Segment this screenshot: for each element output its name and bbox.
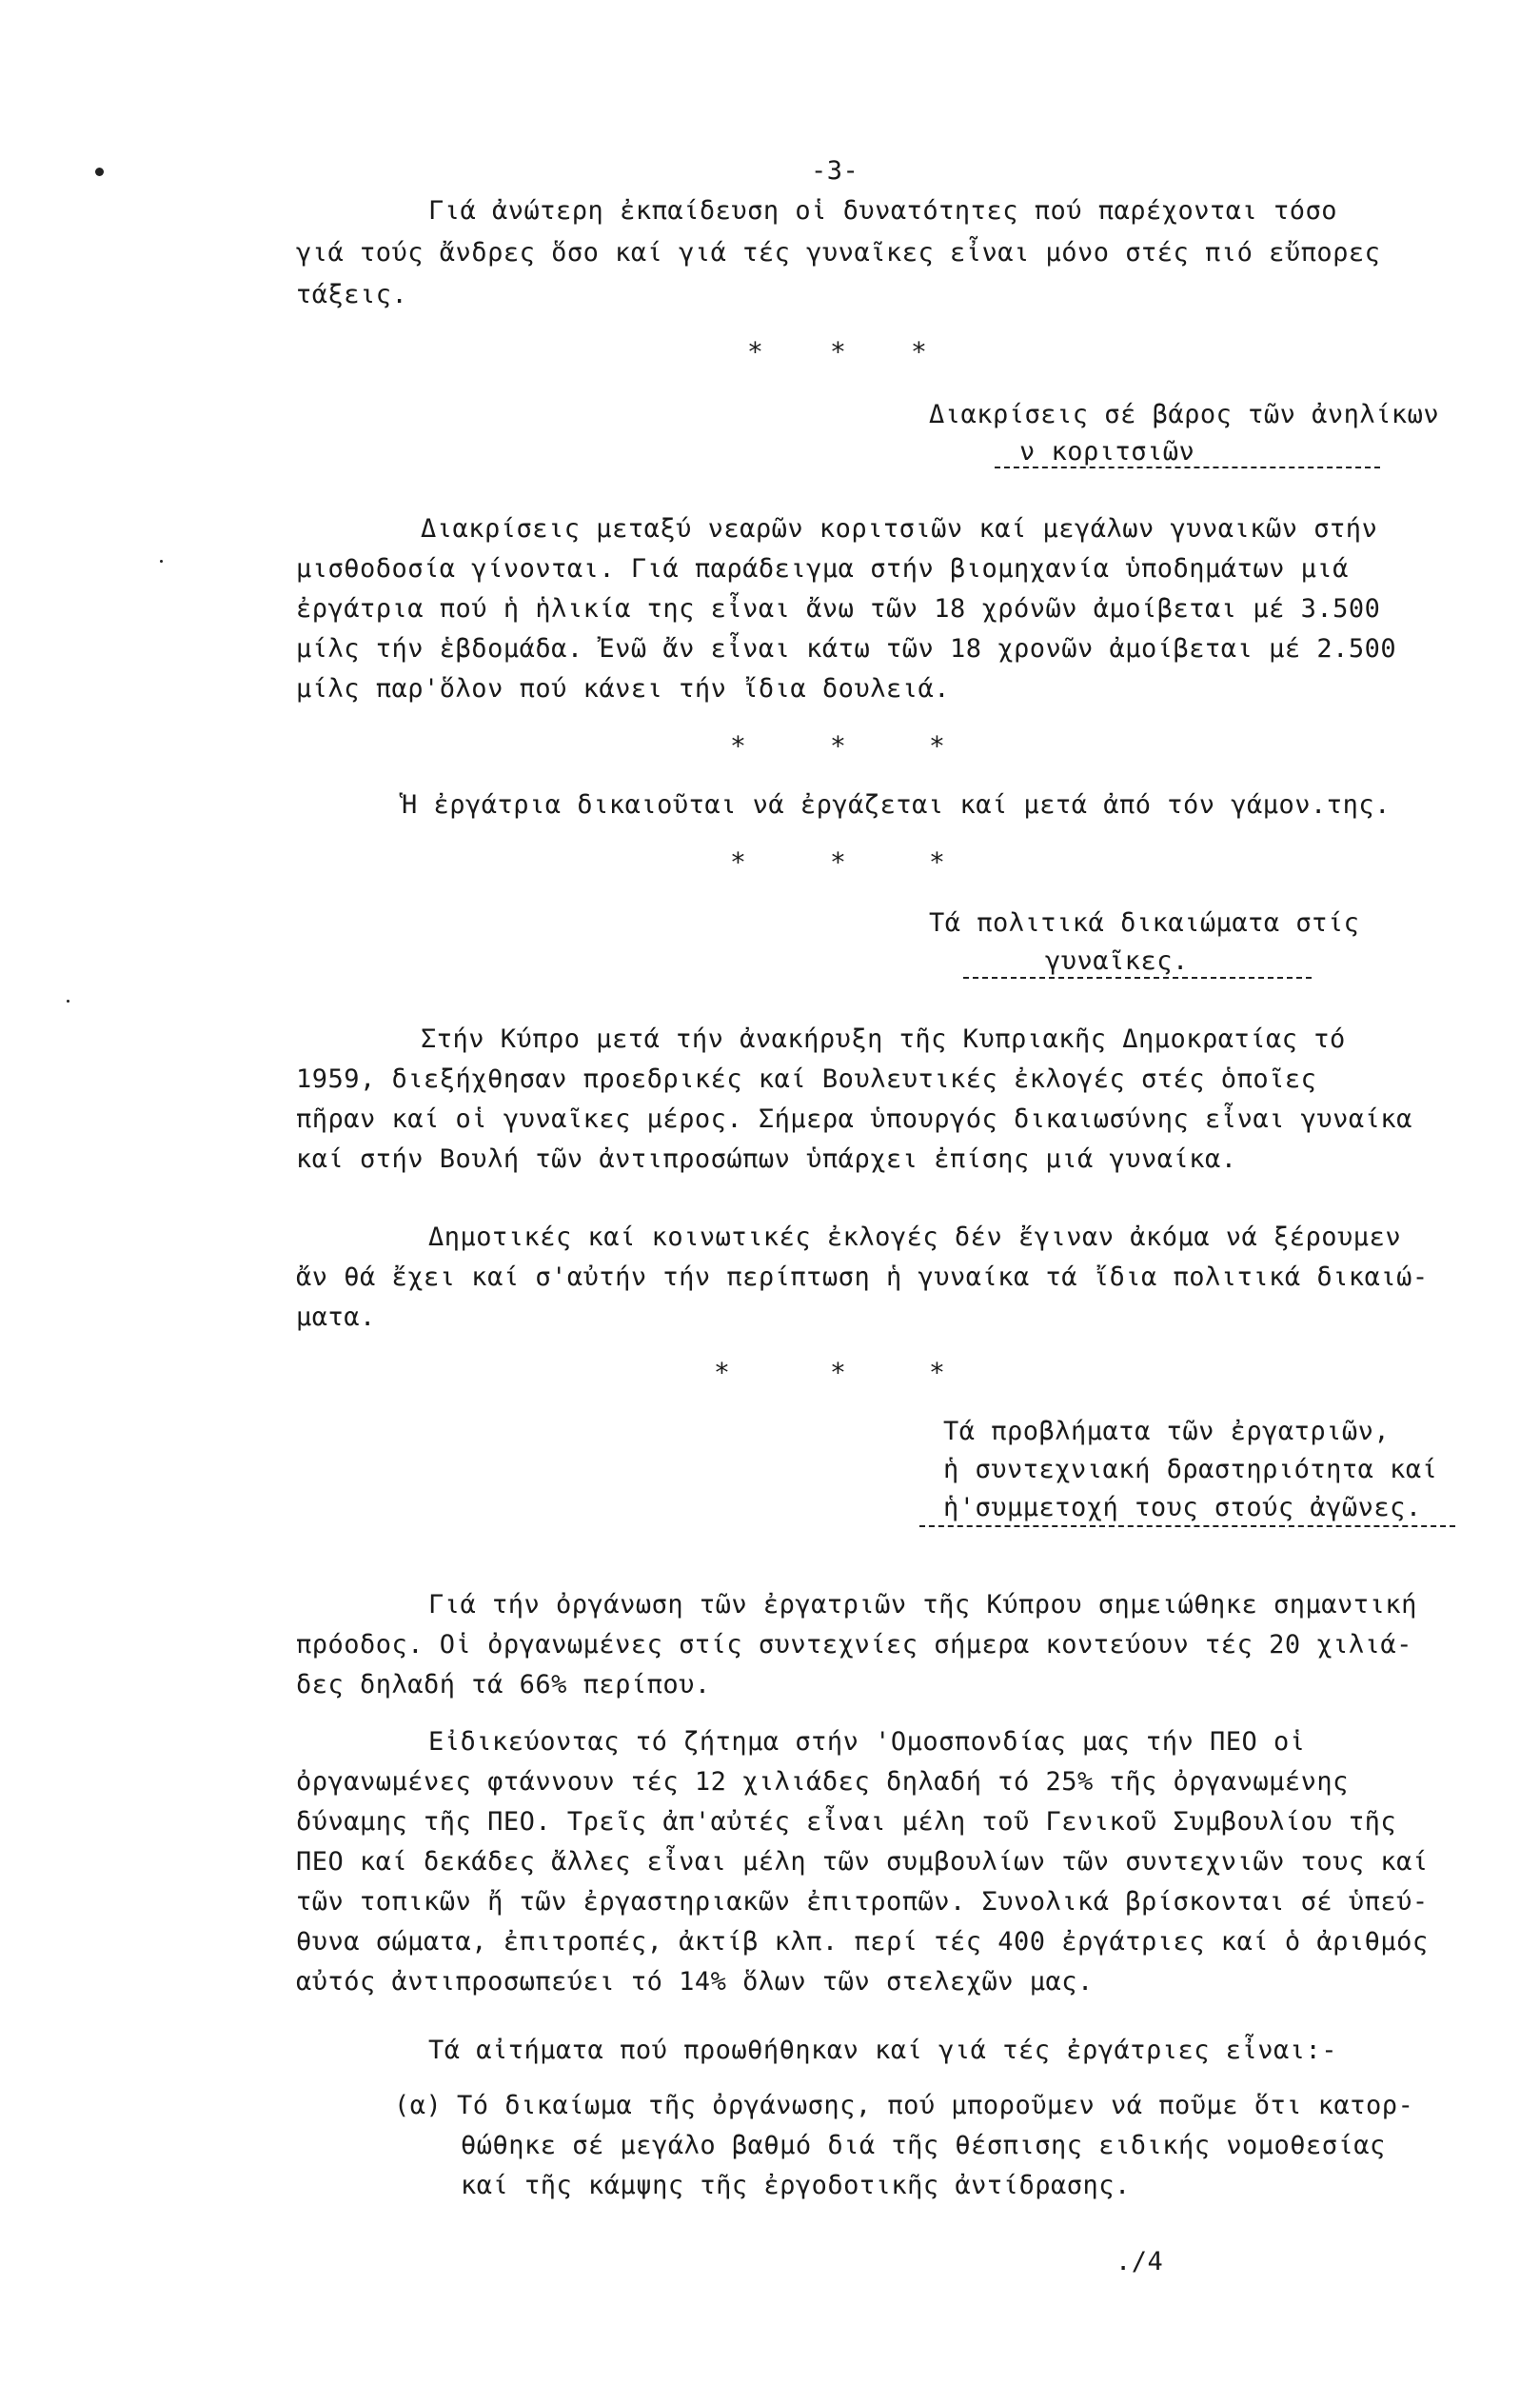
heading-underline [995, 467, 1380, 468]
text-line: καί στήν Βουλή τῶν ἀντιπροσώπων ὑπάρχει ἐπίσης μιά γυναίκα. [296, 1144, 1237, 1174]
text-line: δύναμης τῆς ΠΕΟ. Τρεῖς ἀπ'αὐτές εἶναι μέλη τοῦ Γενικοῦ Συμβουλίου τῆς [296, 1807, 1397, 1837]
text-line: γιά τούς ἄνδρες ὅσο καί γιά τές γυναῖκες εἶναι μόνο στές πιό εὔπορες [296, 238, 1381, 268]
separator-star: * [830, 1357, 846, 1388]
text-line: Στήν Κύπρο μετά τήν ἀνακήρυξη τῆς Κυπριακῆς Δημοκρατίας τό [421, 1024, 1346, 1054]
text-line: τῶν τοπικῶν ἤ τῶν ἐργαστηριακῶν ἐπιτροπῶν. Συνολικά βρίσκονται σέ ὑπεύ- [296, 1887, 1429, 1917]
text-line: Εἰδικεύοντας τό ζήτημα στήν 'Ομοσπονδίας μας τήν ΠΕΟ οἱ [428, 1727, 1306, 1757]
section-heading: γυναῖκες. [1045, 946, 1189, 976]
text-line: Ἡ ἐργάτρια δικαιοῦται νά ἐργάζεται καί μετά ἀπό τόν γάμον.της. [402, 790, 1391, 820]
text-line: Γιά ἀνώτερη ἐκπαίδευση οἱ δυνατότητες πού παρέχονται τόσο [428, 196, 1338, 226]
separator-star: * [830, 730, 846, 762]
scan-speck [67, 1000, 69, 1003]
section-heading: ἡ συντεχνιακή δραστηριότητα καί [943, 1455, 1438, 1484]
separator-star: * [747, 336, 763, 368]
separator-star: * [911, 336, 927, 368]
section-heading: Διακρίσεις σέ βάρος τῶν ἀνηλίκων [929, 400, 1440, 429]
text-line: Τά αἰτήματα πού προωθήθηκαν καί γιά τές ἐργάτριες εἶναι:- [428, 2036, 1338, 2065]
text-line: ἐργάτρια πού ἡ ἡλικία της εἶναι ἄνω τῶν 18 χρόνῶν ἀμοίβεται μέ 3.500 [296, 594, 1381, 624]
section-heading: Τά προβλήματα τῶν ἐργατριῶν, [943, 1417, 1391, 1446]
separator-star: * [929, 846, 945, 878]
section-heading: ἡ'συμμετοχή τους στούς ἀγῶνες. [943, 1493, 1422, 1522]
text-line: 1959, διεξήχθησαν προεδρικές καί Βουλευτικές ἐκλογές στές ὁποῖες [296, 1064, 1317, 1094]
text-line: πρόοδος. Οἱ ὀργανωμένες στίς συντεχνίες σήμερα κοντεύουν τές 20 χιλιά- [296, 1630, 1412, 1660]
separator-star: * [929, 730, 945, 762]
separator-star: * [830, 846, 846, 878]
list-item-label: (α) [394, 2091, 443, 2120]
text-line: τάξεις. [296, 280, 408, 309]
heading-underline [919, 1525, 1455, 1527]
separator-star: * [714, 1357, 730, 1388]
separator-star: * [830, 336, 846, 368]
section-heading: Τά πολιτικά δικαιώματα στίς [929, 908, 1360, 938]
section-heading: ν κοριτσιῶν [1019, 437, 1195, 467]
text-line: μισθοδοσία γίνονται. Γιά παράδειγμα στήν βιομηχανία ὑποδημάτων μιά [296, 554, 1349, 584]
scan-speck [160, 560, 163, 563]
text-line: ματα. [296, 1302, 376, 1332]
text-line: ὀργανωμένες φτάννουν τές 12 χιλιάδες δηλαδή τό 25% τῆς ὀργανωμένης [296, 1767, 1349, 1797]
text-line: ἄν θά ἔχει καί σ'αὐτήν τήν περίπτωση ἡ γυναίκα τά ἴδια πολιτικά δικαιώ- [296, 1262, 1429, 1292]
text-line: μίλς τήν ἑβδομάδα. Ἐνῶ ἄν εἶναι κάτω τῶν 18 χρονῶν ἀμοίβεται μέ 2.500 [296, 634, 1397, 664]
scan-speck [95, 168, 104, 176]
heading-underline [963, 977, 1312, 979]
text-line: δες δηλαδή τά 66% περίπου. [296, 1670, 711, 1699]
text-line: Διακρίσεις μεταξύ νεαρῶν κοριτσιῶν καί μεγάλων γυναικῶν στήν [421, 514, 1378, 544]
text-line: αὐτός ἀντιπροσωπεύει τό 14% ὅλων τῶν στελεχῶν μας. [296, 1967, 1094, 1997]
text-line: Γιά τήν ὀργάνωση τῶν ἐργατριῶν τῆς Κύπρου σημειώθηκε σημαντική [428, 1590, 1417, 1620]
list-item-text: θώθηκε σέ μεγάλο βαθμό διά τῆς θέσπισης ειδικής νομοθεσίας [461, 2131, 1386, 2160]
separator-star: * [929, 1357, 945, 1388]
text-line: Δημοτικές καί κοινωτικές ἐκλογές δέν ἔγιναν ἀκόμα νά ξέρουμεν [428, 1222, 1402, 1252]
list-item-text: Τό δικαίωμα τῆς ὀργάνωσης, πού μποροῦμεν νά ποῦμε ὅτι κατορ- [457, 2091, 1414, 2120]
continuation-marker: ./4 [1116, 2247, 1164, 2276]
separator-star: * [730, 730, 746, 762]
text-line: πῆραν καί οἱ γυναῖκες μέρος. Σήμερα ὑπουργός δικαιωσύνης εἶναι γυναίκα [296, 1104, 1412, 1134]
text-line: μίλς παρ'ὅλον πού κάνει τήν ἴδια δουλειά. [296, 674, 950, 704]
text-line: θυνα σώματα, ἐπιτροπές, ἀκτίβ κλπ. περί τές 400 ἐργάτριες καί ὁ ἀριθμός [296, 1927, 1429, 1957]
page-number: -3- [811, 156, 859, 186]
list-item-text: καί τῆς κάμψης τῆς ἐργοδοτικῆς ἀντίδρασης. [461, 2171, 1131, 2200]
text-line: ΠΕΟ καί δεκάδες ἄλλες εἶναι μέλη τῶν συμβουλίων τῶν συντεχνιῶν τους καί [296, 1847, 1429, 1877]
separator-star: * [730, 846, 746, 878]
